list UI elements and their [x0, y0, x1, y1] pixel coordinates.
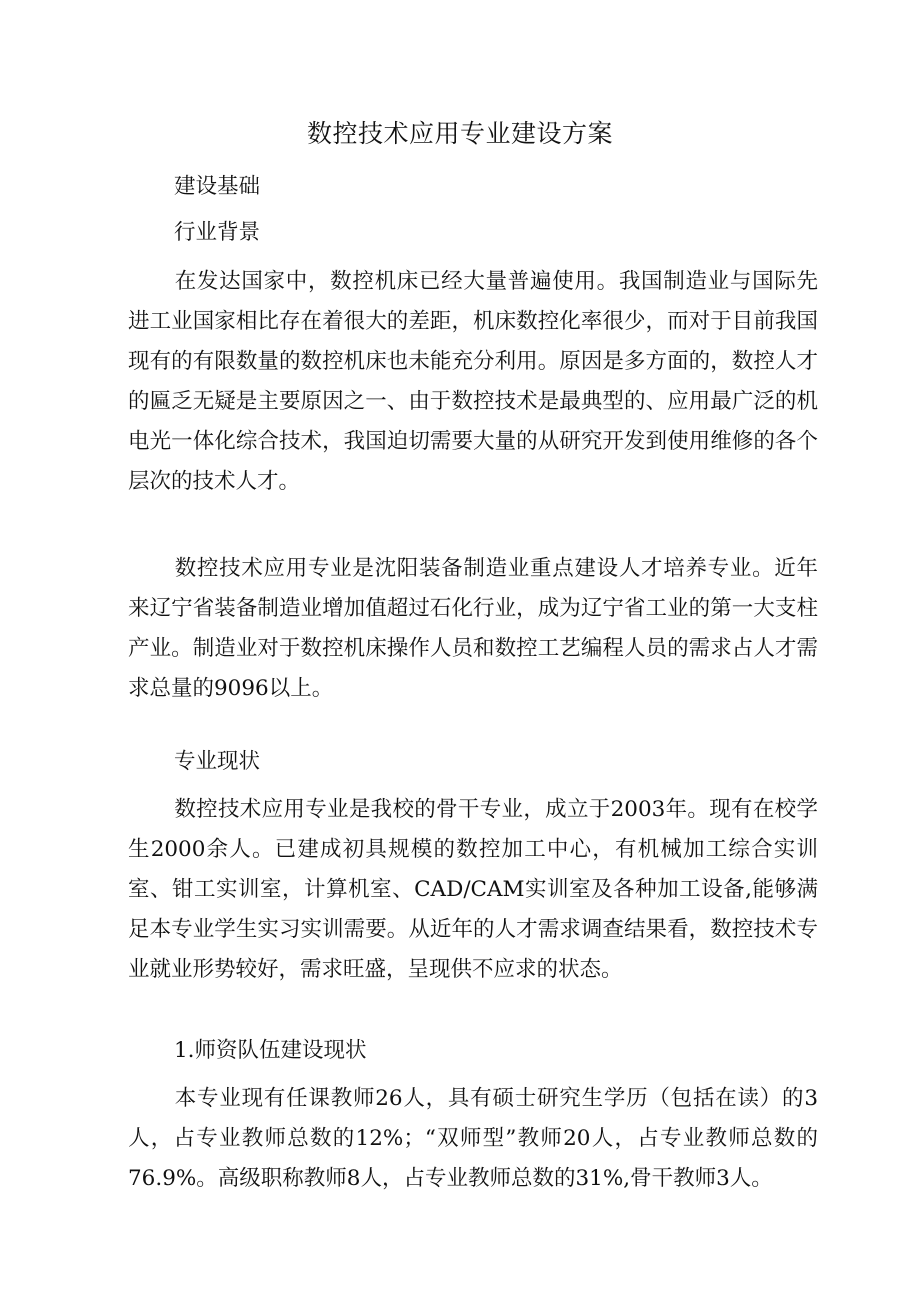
paragraph-shenyang-demand: [128, 549, 818, 709]
paragraph-text: 数控技术应用专业是我校的骨干专业，成立于2003年。现有在校学生2000余人。已建成初具规模的数控加工中心，有机械加工综合实训室、钳工实训室，计算机室、CAD/CAM实训室及各种加工设备,能够满足本专业学生实习实训需要。从近年的人才需求调查结果看，数控技术专业就业形势较好，需求旺盛，呈现供不应求的状态。: [128, 797, 818, 982]
section-heading-teachers: [128, 1031, 818, 1071]
paragraph-industry-background: [128, 262, 818, 502]
heading-text: 专业现状: [174, 749, 261, 774]
heading-text: 建设基础: [174, 174, 261, 199]
section-heading-status: [128, 742, 818, 782]
section-heading-industry: [128, 213, 818, 253]
section-heading-basis: [128, 167, 818, 207]
paragraph-major-status: [128, 790, 818, 990]
paragraph-teacher-stats: [128, 1079, 818, 1199]
paragraph-text: 数控技术应用专业是沈阳装备制造业重点建设人才培养专业。近年来辽宁省装备制造业增加值超过石化行业，成为辽宁省工业的第一大支柱产业。制造业对于数控机床操作人员和数控工艺编程人员的需求占人才需求总量的9096以上。: [128, 556, 818, 701]
heading-text: 行业背景: [174, 220, 261, 245]
paragraph-text: 本专业现有任课教师26人，具有硕士研究生学历（包括在读）的3人，占专业教师总数的12%；“双师型”教师20人，占专业教师总数的76.9%。高级职称教师8人，占专业教师总数的31%,骨干教师3人。: [128, 1086, 818, 1191]
document-title: 数控技术应用专业建设方案: [306, 119, 613, 148]
heading-text: 1.师资队伍建设现状: [174, 1038, 367, 1063]
paragraph-text: 在发达国家中，数控机床已经大量普遍使用。我国制造业与国际先进工业国家相比存在着很大的差距，机床数控化率很少，而对于目前我国现有的有限数量的数控机床也未能充分利用。原因是多方面的，数控人才的匾乏无疑是主要原因之一、由于数控技术是最典型的、应用最广泛的机电光一体化综合技术，我国迫切需要大量的从研究开发到使用维修的各个层次的技术人才。: [128, 269, 818, 494]
